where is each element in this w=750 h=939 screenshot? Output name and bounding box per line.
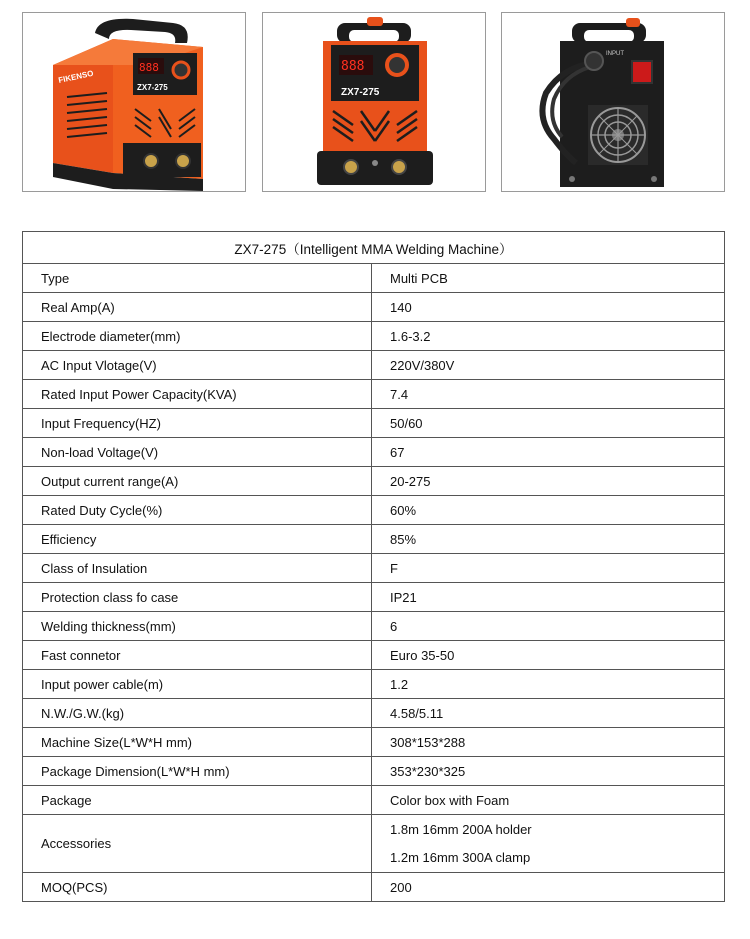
- spec-value: 1.2: [372, 670, 725, 699]
- spec-row: [23, 293, 725, 322]
- spec-value-accessories: [372, 815, 725, 873]
- spec-value: Multi PCB: [372, 264, 725, 293]
- spec-value: Euro 35-50: [372, 641, 725, 670]
- spec-key: Rated Duty Cycle(%): [23, 496, 372, 525]
- spec-value: 60%: [372, 496, 725, 525]
- spec-key: Real Amp(A): [23, 293, 372, 322]
- spec-row: [23, 525, 725, 554]
- spec-row: [23, 496, 725, 525]
- spec-key: Class of Insulation: [23, 554, 372, 583]
- spec-value: 67: [372, 438, 725, 467]
- spec-row: [23, 583, 725, 612]
- spec-key: Efficiency: [23, 525, 372, 554]
- spec-row: [23, 264, 725, 293]
- spec-row: [23, 699, 725, 728]
- spec-key: Package Dimension(L*W*H mm): [23, 757, 372, 786]
- spec-row: [23, 380, 725, 409]
- spec-row: [23, 641, 725, 670]
- spec-row: [23, 322, 725, 351]
- spec-row: [23, 467, 725, 496]
- spec-key: AC Input Vlotage(V): [23, 351, 372, 380]
- spec-row: [23, 612, 725, 641]
- spec-value: 7.4: [372, 380, 725, 409]
- spec-value: F: [372, 554, 725, 583]
- spec-value: 140: [372, 293, 725, 322]
- spec-key: Machine Size(L*W*H mm): [23, 728, 372, 757]
- spec-value: 20-275: [372, 467, 725, 496]
- photo-rear: [501, 12, 725, 192]
- welder-front-image: [263, 13, 485, 191]
- rear-input-label: INPUT: [606, 51, 624, 57]
- spec-value: 6: [372, 612, 725, 641]
- spec-value: 220V/380V: [372, 351, 725, 380]
- spec-key: Input Frequency(HZ): [23, 409, 372, 438]
- product-photos: [0, 0, 750, 200]
- spec-title: ZX7-275（Intelligent MMA Welding Machine）: [23, 232, 725, 264]
- spec-row: [23, 670, 725, 699]
- spec-key: Type: [23, 264, 372, 293]
- spec-row: [23, 728, 725, 757]
- spec-value: 353*230*325: [372, 757, 725, 786]
- display-digits: 888: [139, 61, 159, 74]
- spec-title-row: [23, 232, 725, 264]
- spec-row: [23, 757, 725, 786]
- spec-row: [23, 438, 725, 467]
- spec-table: [22, 231, 725, 902]
- spec-row: [23, 351, 725, 380]
- spec-key: Accessories: [23, 815, 372, 873]
- welder-angled-image: [23, 13, 245, 191]
- spec-value: 4.58/5.11: [372, 699, 725, 728]
- spec-value: 50/60: [372, 409, 725, 438]
- accessory-item: 1.8m 16mm 200A holder: [390, 821, 532, 837]
- spec-row-moq: [23, 873, 725, 902]
- spec-key: Input power cable(m): [23, 670, 372, 699]
- photo-front: [262, 12, 486, 192]
- spec-value: 200: [372, 873, 725, 902]
- spec-key: MOQ(PCS): [23, 873, 372, 902]
- spec-value: Color box with Foam: [372, 786, 725, 815]
- spec-row: [23, 554, 725, 583]
- photo-front-angled: [22, 12, 246, 192]
- spec-key: Package: [23, 786, 372, 815]
- spec-key: Fast connetor: [23, 641, 372, 670]
- spec-body: [23, 264, 725, 902]
- spec-key: Non-load Voltage(V): [23, 438, 372, 467]
- spec-key: N.W./G.W.(kg): [23, 699, 372, 728]
- display-digits-front: 888: [341, 59, 365, 74]
- spec-value: 308*153*288: [372, 728, 725, 757]
- spec-key: Protection class fo case: [23, 583, 372, 612]
- spec-value: 1.6-3.2: [372, 322, 725, 351]
- spec-key: Electrode diameter(mm): [23, 322, 372, 351]
- model-badge: ZX7-275: [137, 83, 168, 92]
- spec-value: IP21: [372, 583, 725, 612]
- spec-row: [23, 409, 725, 438]
- model-badge-front: ZX7-275: [341, 87, 380, 98]
- spec-value: 85%: [372, 525, 725, 554]
- spec-key: Rated Input Power Capacity(KVA): [23, 380, 372, 409]
- spec-row: [23, 786, 725, 815]
- spec-key: Output current range(A): [23, 467, 372, 496]
- accessory-item: 1.2m 16mm 300A clamp: [390, 849, 531, 865]
- spec-row-accessories: [23, 815, 725, 873]
- brand-print: FIKENSO: [57, 68, 95, 85]
- spec-key: Welding thickness(mm): [23, 612, 372, 641]
- welder-rear-image: [502, 13, 724, 191]
